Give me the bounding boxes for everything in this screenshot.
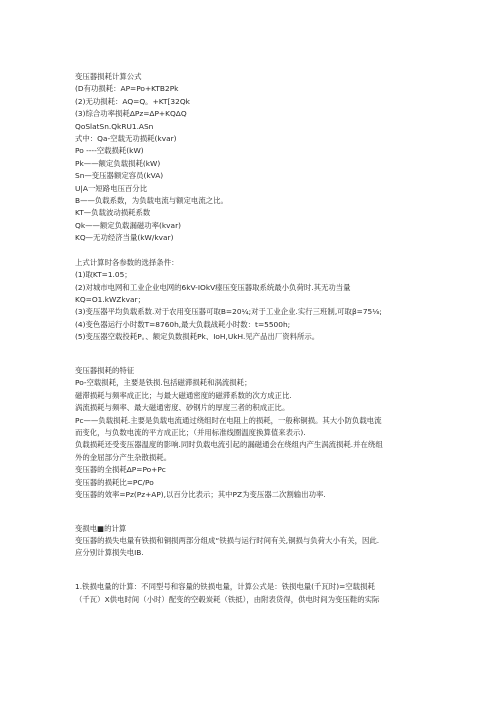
text-line: KQ=O1.kWZkvar； — [75, 295, 145, 305]
section-loss-characteristics — [75, 365, 485, 501]
text-line: 而变化，与负数电流的平方成正比；（并用标准线圈温度换算值来表示). — [75, 427, 306, 437]
text-line: 变压器的损耗比=PC/Po — [75, 477, 154, 487]
text-line: Qk——额定负载漏磁功率(kvar) — [75, 220, 181, 230]
text-line: (1)取KT=1.05； — [75, 270, 132, 280]
text-line: 变压器的损失电量有铁损和铜损两部分组成“铁损与运行时间有关,铜损与负荷大小有关，因此. — [75, 536, 380, 546]
text-line: Pk——额定负载损耗(kW) — [75, 158, 161, 168]
text-line: Sn—变压器额定容员(kVA) — [75, 171, 164, 181]
paragraph-gap — [75, 514, 485, 523]
text-line: KT—负载波动损耗系数 — [75, 208, 151, 218]
section-heading: 变损电■的计算 — [75, 523, 127, 533]
paragraph-gap — [75, 572, 485, 581]
text-line: 应分别计算损失电IB. — [75, 548, 144, 558]
text-line: U|A一短路电压百分比 — [75, 183, 148, 193]
section-loss-energy — [75, 523, 485, 560]
paragraph-gap — [75, 501, 485, 513]
text-line: 1.铁损电量的计算：不同型号和容量的铁损电量，计算公式是：铁损电量(千瓦时)=空载损耗 — [75, 582, 375, 592]
text-line: B——负载系数，为负载电流与额定电流之比。 — [75, 195, 228, 205]
text-line: 磁滞损耗与频率成正比；与最大磁通密度的磁滞系数的次方成正比. — [75, 390, 292, 400]
section-parameter-conditions — [75, 257, 485, 344]
text-line: (2)对城市电网和工业企业电网的6kV-IOkV瘗压变压器取系统最小负荷时.其无功当量 — [75, 282, 351, 292]
section-heading: 上式计算时各参数的选择条件： — [75, 257, 179, 267]
text-line: 变压器的全损耗ΔP=Po+Pc — [75, 465, 166, 475]
text-line: (4)变色器运行小时数T=8760h,最大负载战耗小时数：t=5500h; — [75, 319, 291, 329]
text-line: (3)综合功率损耗ΔPz=ΔP+KQΔQ — [75, 109, 187, 119]
text-line: 式中：Qa-空载无功损耗(kvar) — [75, 133, 177, 143]
paragraph-gap — [75, 344, 485, 356]
paragraph-gap — [75, 560, 485, 572]
text-line: Po-空载损耗，主要是铁损.包括磁滞损耗和涡流损耗； — [75, 378, 252, 388]
text-line: 外的金屈部分产生杂散损耗。 — [75, 452, 172, 462]
text-line: （千瓦）X供电时间（小时）配变的空毂炭耗（铁抵），由附表货得，供电时间为变压鞋的实际 — [75, 594, 380, 604]
document-body — [75, 71, 485, 606]
section-heading: 变压器损耗计算公式 — [75, 72, 142, 81]
section-iron-loss — [75, 581, 485, 606]
text-line: (2)无功损耗：AQ=Q。+KT[32Qk — [75, 96, 190, 106]
section-heading: 变压器损耗的特征 — [75, 365, 135, 375]
text-line: (D有功损耗：AP=Po+KTB2Pk — [75, 84, 179, 94]
text-line: 负载损耗还受变压器温度的影响.同时负载电流引起的漏磁通会在绕组内产生涡流损耗.并在绕组 — [75, 440, 383, 450]
paragraph-gap — [75, 244, 485, 256]
text-line: (5)变压器空载投耗P。、额定负数损耗Pk、IoH,UkH.见产品出厂资料所示。 — [75, 332, 320, 342]
paragraph-gap — [75, 356, 485, 365]
section-loss-formulas — [75, 71, 485, 244]
text-line: KQ—无功经济当量(kW/kvar) — [75, 233, 174, 243]
text-line: Pc——负载损耗.主要是负载电流通过绕组时在电阻上的损耗，一般称铜损。其大小防负载电流 — [75, 415, 382, 425]
text-line: QoSlatSn.QkRU1.ASn — [75, 121, 154, 131]
text-line: (3)变压器平均负载系数.对于农用变压器可取B=20¼;对于工业企业.实行三班制,可取β=75⅛; — [75, 307, 382, 317]
text-line: 变压器的效率=Pz(Pz+AP),以百分比表示；其中PZ为变压器二次割输出功率. — [75, 489, 326, 499]
text-line: Po ----空载损耗(kW) — [75, 146, 144, 156]
text-line: 涡流损耗与频率、最大磁通密度、砂钢片的厚度三者的积成正比。 — [75, 403, 290, 413]
